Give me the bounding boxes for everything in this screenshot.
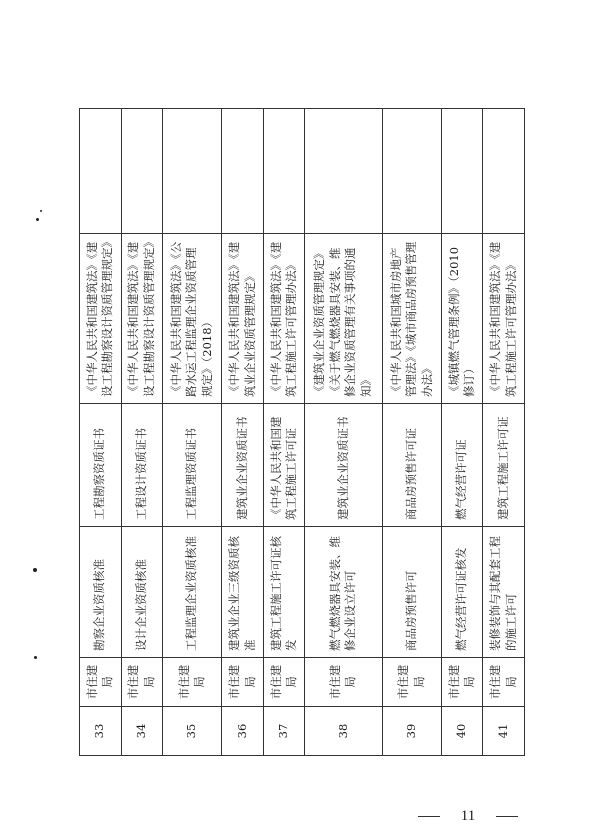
- table-row: [305, 109, 382, 756]
- approval-item-cell: 燃气经营许可证核发: [441, 527, 483, 658]
- approval-items-table: [79, 108, 525, 756]
- row-number-cell: 35: [163, 707, 222, 756]
- rotated-table-wrapper: [79, 109, 525, 756]
- approval-item-cell: 燃气燃烧器具安装、维修企业设立许可: [305, 527, 382, 658]
- row-number-cell: 38: [305, 707, 382, 756]
- approval-item-cell: 勘察企业资质核准: [80, 527, 122, 658]
- row-number-cell: 34: [121, 707, 163, 756]
- legal-basis-cell: 《中华人民共和国建筑法》《建筑业企业资质管理规定》: [222, 234, 264, 404]
- certificate-name-cell: 建筑工程施工许可证: [483, 404, 525, 527]
- remarks-cell: [222, 109, 264, 234]
- department-cell: 市住建局: [305, 658, 382, 707]
- remarks-cell: [121, 109, 163, 234]
- approval-item-cell: 商品房预售许可: [382, 527, 441, 658]
- certificate-name-cell: 建筑业企业资质证书: [222, 404, 264, 527]
- approval-item-cell: 建筑业企业三级资质核准: [222, 527, 264, 658]
- department-cell: 市住建局: [222, 658, 264, 707]
- approval-item-cell: 工程监理企业资质核准: [163, 527, 222, 658]
- legal-basis-cell: 《中华人民共和国建筑法》《建筑工程施工许可管理办法》: [483, 234, 525, 404]
- remarks-cell: [441, 109, 483, 234]
- row-number-cell: 36: [222, 707, 264, 756]
- page-number: 11: [460, 808, 476, 824]
- approval-item-cell: 建筑工程施工许可证核发: [263, 527, 305, 658]
- remarks-cell: [263, 109, 305, 234]
- certificate-name-cell: 工程监理资质证书: [163, 404, 222, 527]
- row-number-cell: 41: [483, 707, 525, 756]
- table-row: [163, 109, 222, 756]
- footer-dash-right: [496, 816, 518, 817]
- department-cell: 市住建局: [441, 658, 483, 707]
- department-cell: 市住建局: [483, 658, 525, 707]
- scan-speck: [34, 656, 37, 659]
- table-row: [121, 109, 163, 756]
- legal-basis-cell: 《建筑业企业资质管理规定》《关于燃气燃烧器具安装、维修企业资质管理有关事项的通知》: [305, 234, 382, 404]
- legal-basis-cell: 《中华人民共和国建筑法》《建设工程勘察设计资质管理规定》: [121, 234, 163, 404]
- legal-basis-cell: 《中华人民共和国建筑法》《建设工程勘察设计资质管理规定》: [80, 234, 122, 404]
- table-body: [80, 109, 525, 756]
- table-row: [483, 109, 525, 756]
- remarks-cell: [163, 109, 222, 234]
- row-number-cell: 33: [80, 707, 122, 756]
- row-number-cell: 40: [441, 707, 483, 756]
- department-cell: 市住建局: [263, 658, 305, 707]
- department-cell: 市住建局: [163, 658, 222, 707]
- department-cell: 市住建局: [121, 658, 163, 707]
- department-cell: 市住建局: [80, 658, 122, 707]
- approval-item-cell: 设计企业资质核准: [121, 527, 163, 658]
- scan-speck: [36, 218, 39, 221]
- remarks-cell: [305, 109, 382, 234]
- footer-dash-left: [418, 816, 440, 817]
- row-number-cell: 37: [263, 707, 305, 756]
- row-number-cell: 39: [382, 707, 441, 756]
- certificate-name-cell: 商品房预售许可证: [382, 404, 441, 527]
- table-row: [441, 109, 483, 756]
- approval-item-cell: 装修装饰与其配套工程的施工许可: [483, 527, 525, 658]
- legal-basis-cell: 《城镇燃气管理条例》（2010修订）: [441, 234, 483, 404]
- scan-speck: [40, 210, 42, 212]
- certificate-name-cell: 燃气经营许可证: [441, 404, 483, 527]
- remarks-cell: [382, 109, 441, 234]
- legal-basis-cell: 《中华人民共和国城市房地产管理法》《城市商品房预售管理办法》: [382, 234, 441, 404]
- table-row: [222, 109, 264, 756]
- certificate-name-cell: 工程设计资质证书: [121, 404, 163, 527]
- table-row: [382, 109, 441, 756]
- legal-basis-cell: 《中华人民共和国建筑法》《建筑工程施工许可管理办法》: [263, 234, 305, 404]
- certificate-name-cell: 工程勘察资质证书: [80, 404, 122, 527]
- remarks-cell: [483, 109, 525, 234]
- scan-speck: [33, 568, 37, 572]
- page-footer: [418, 808, 518, 825]
- table-row: [80, 109, 122, 756]
- department-cell: 市住建局: [382, 658, 441, 707]
- legal-basis-cell: 《中华人民共和国建筑法》《公路水运工程监理企业资质管理规定》（2018）: [163, 234, 222, 404]
- certificate-name-cell: 《中华人民共和国建筑工程施工许可证: [263, 404, 305, 527]
- table-row: [263, 109, 305, 756]
- certificate-name-cell: 建筑业企业资质证书: [305, 404, 382, 527]
- remarks-cell: [80, 109, 122, 234]
